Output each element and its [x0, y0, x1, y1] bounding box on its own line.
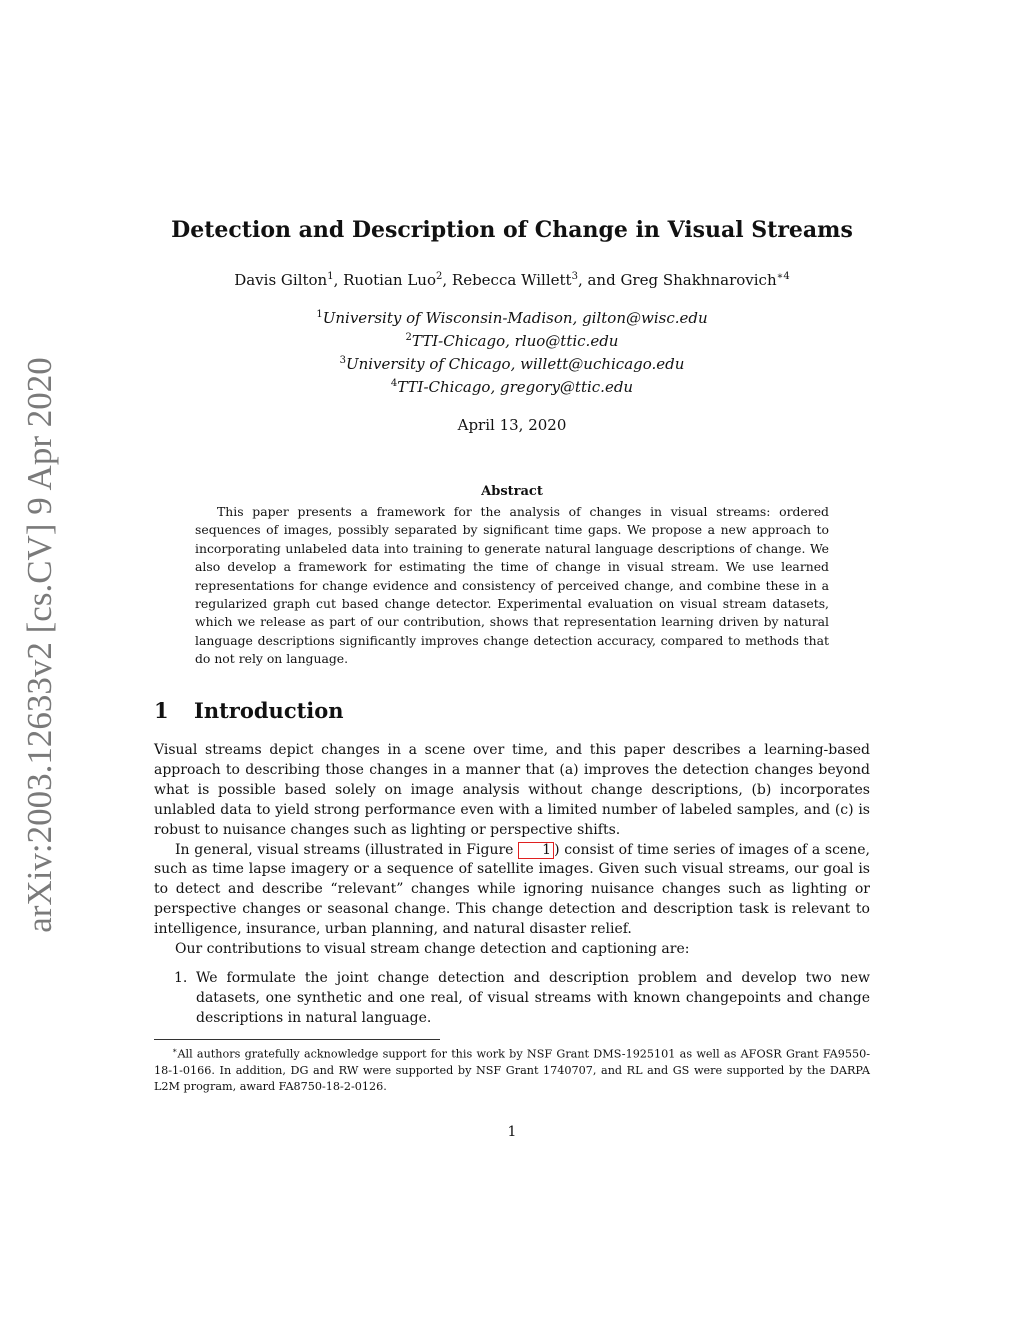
author-name: Ruotian Luo	[343, 271, 436, 289]
author-mark: 2	[435, 271, 443, 282]
affiliation-line	[0, 351, 1024, 374]
footnote-divider	[154, 1039, 440, 1040]
intro-text: ) consist of time series of images of a scene, such as time lapse imagery or a sequence of satellite images. Given such visual streams, our goal is to detect and describe “relevant” changes while ignoring nuisance changes such as lighting or perspective changes or seasonal change. This change detection and description task is relevant to intelligence, insurance, urban planning, and natural disaster relief.	[154, 841, 870, 938]
arxiv-identifier-stamp: arXiv:2003.12633v2 [cs.CV] 9 Apr 2020	[20, 357, 59, 933]
intro-paragraph: Our contributions to visual stream change detection and captioning are:	[175, 941, 690, 958]
affiliation-list	[0, 305, 1024, 397]
author-mark: ∗4	[776, 271, 790, 282]
author-mark: 3	[571, 271, 578, 282]
intro-paragraph: Visual streams depict changes in a scene over time, and this paper describes a learning-based approach to describing those changes in a manner that (a) improves the detection changes beyond what is possible based solely on image analysis without change descriptions, (b) incorporates unlabled data to yield strong performance even with a limited number of labeled samples, and (c) is robust to nuisance changes such as lighting or perspective shifts.	[154, 742, 870, 838]
section-heading	[154, 696, 854, 726]
author-separator: ,	[333, 271, 344, 289]
affiliation-line	[0, 374, 1024, 397]
affiliation-mark: 2	[405, 332, 412, 343]
author-name: Rebecca Willett	[451, 271, 572, 289]
author-name: Davis Gilton	[234, 271, 328, 289]
introduction-body	[154, 741, 870, 1029]
affiliation-text: TTI-Chicago, gregory@ttic.edu	[397, 378, 634, 396]
figure-reference-link[interactable]: 1	[518, 842, 554, 859]
list-item-text: We formulate the joint change detection and description problem and develop two new datasets, one synthetic and one real, of visual streams with known changepoints and change descriptions in natural language.	[196, 969, 870, 1026]
affiliation-mark: 4	[390, 378, 398, 389]
affiliation-mark: 3	[339, 355, 346, 366]
intro-paragraph	[154, 841, 870, 941]
abstract-text: This paper presents a framework for the analysis of changes in visual streams: ordered sequences of images, possibly separated by significant time gaps. We propose a new approach to incorporating unlabeled data into training to generate natural language descriptions of change. We also develop a framework for estimating the time of change in visual stream. We use learned representations for change evidence and consistency of perceived change, and combine these in a regularized graph cut based change detector. Experimental evaluation on visual stream datasets, which we release as part of our contribution, shows that representation learning driven by natural language descriptions significantly improves change detection accuracy, compared to methods that do not rely on language.	[195, 504, 829, 667]
abstract-heading: Abstract	[481, 484, 543, 499]
affiliation-line	[0, 305, 1024, 328]
paper-title: Detection and Description of Change in Visual Streams	[171, 217, 853, 243]
section-title: Introduction	[194, 698, 344, 723]
author-separator: ,	[442, 271, 452, 289]
author-mark: 1	[327, 271, 334, 282]
footnote-mark: ∗	[172, 1046, 178, 1055]
affiliation-text: TTI-Chicago, rluo@ttic.edu	[411, 332, 619, 350]
author-list	[0, 266, 1024, 291]
contribution-list	[154, 969, 870, 1029]
author-name: Greg Shakhnarovich	[620, 271, 777, 289]
page-number: 1	[507, 1124, 517, 1140]
footnote-text: All authors gratefully acknowledge support for this work by NSF Grant DMS-1925101 as well as AFOSR Grant FA9550-18-1-0166. In addition, DG and RW were supported by NSF Grant 1740707, and RL and GS were supported by the DARPA L2M program, award FA8750-18-2-0126.	[154, 1047, 870, 1093]
intro-text: In general, visual streams (illustrated in Figure	[175, 841, 519, 858]
affiliation-mark: 1	[316, 309, 323, 320]
author-separator: , and	[577, 271, 621, 289]
section-number: 1	[154, 698, 169, 723]
affiliation-text: University of Wisconsin-Madison, gilton@wisc.edu	[322, 309, 708, 327]
list-marker: 1.	[174, 969, 188, 986]
affiliation-line	[0, 328, 1024, 351]
list-item	[154, 969, 870, 1029]
footnote	[154, 1043, 870, 1095]
publication-date: April 13, 2020	[457, 416, 567, 434]
affiliation-text: University of Chicago, willett@uchicago.edu	[345, 355, 685, 373]
